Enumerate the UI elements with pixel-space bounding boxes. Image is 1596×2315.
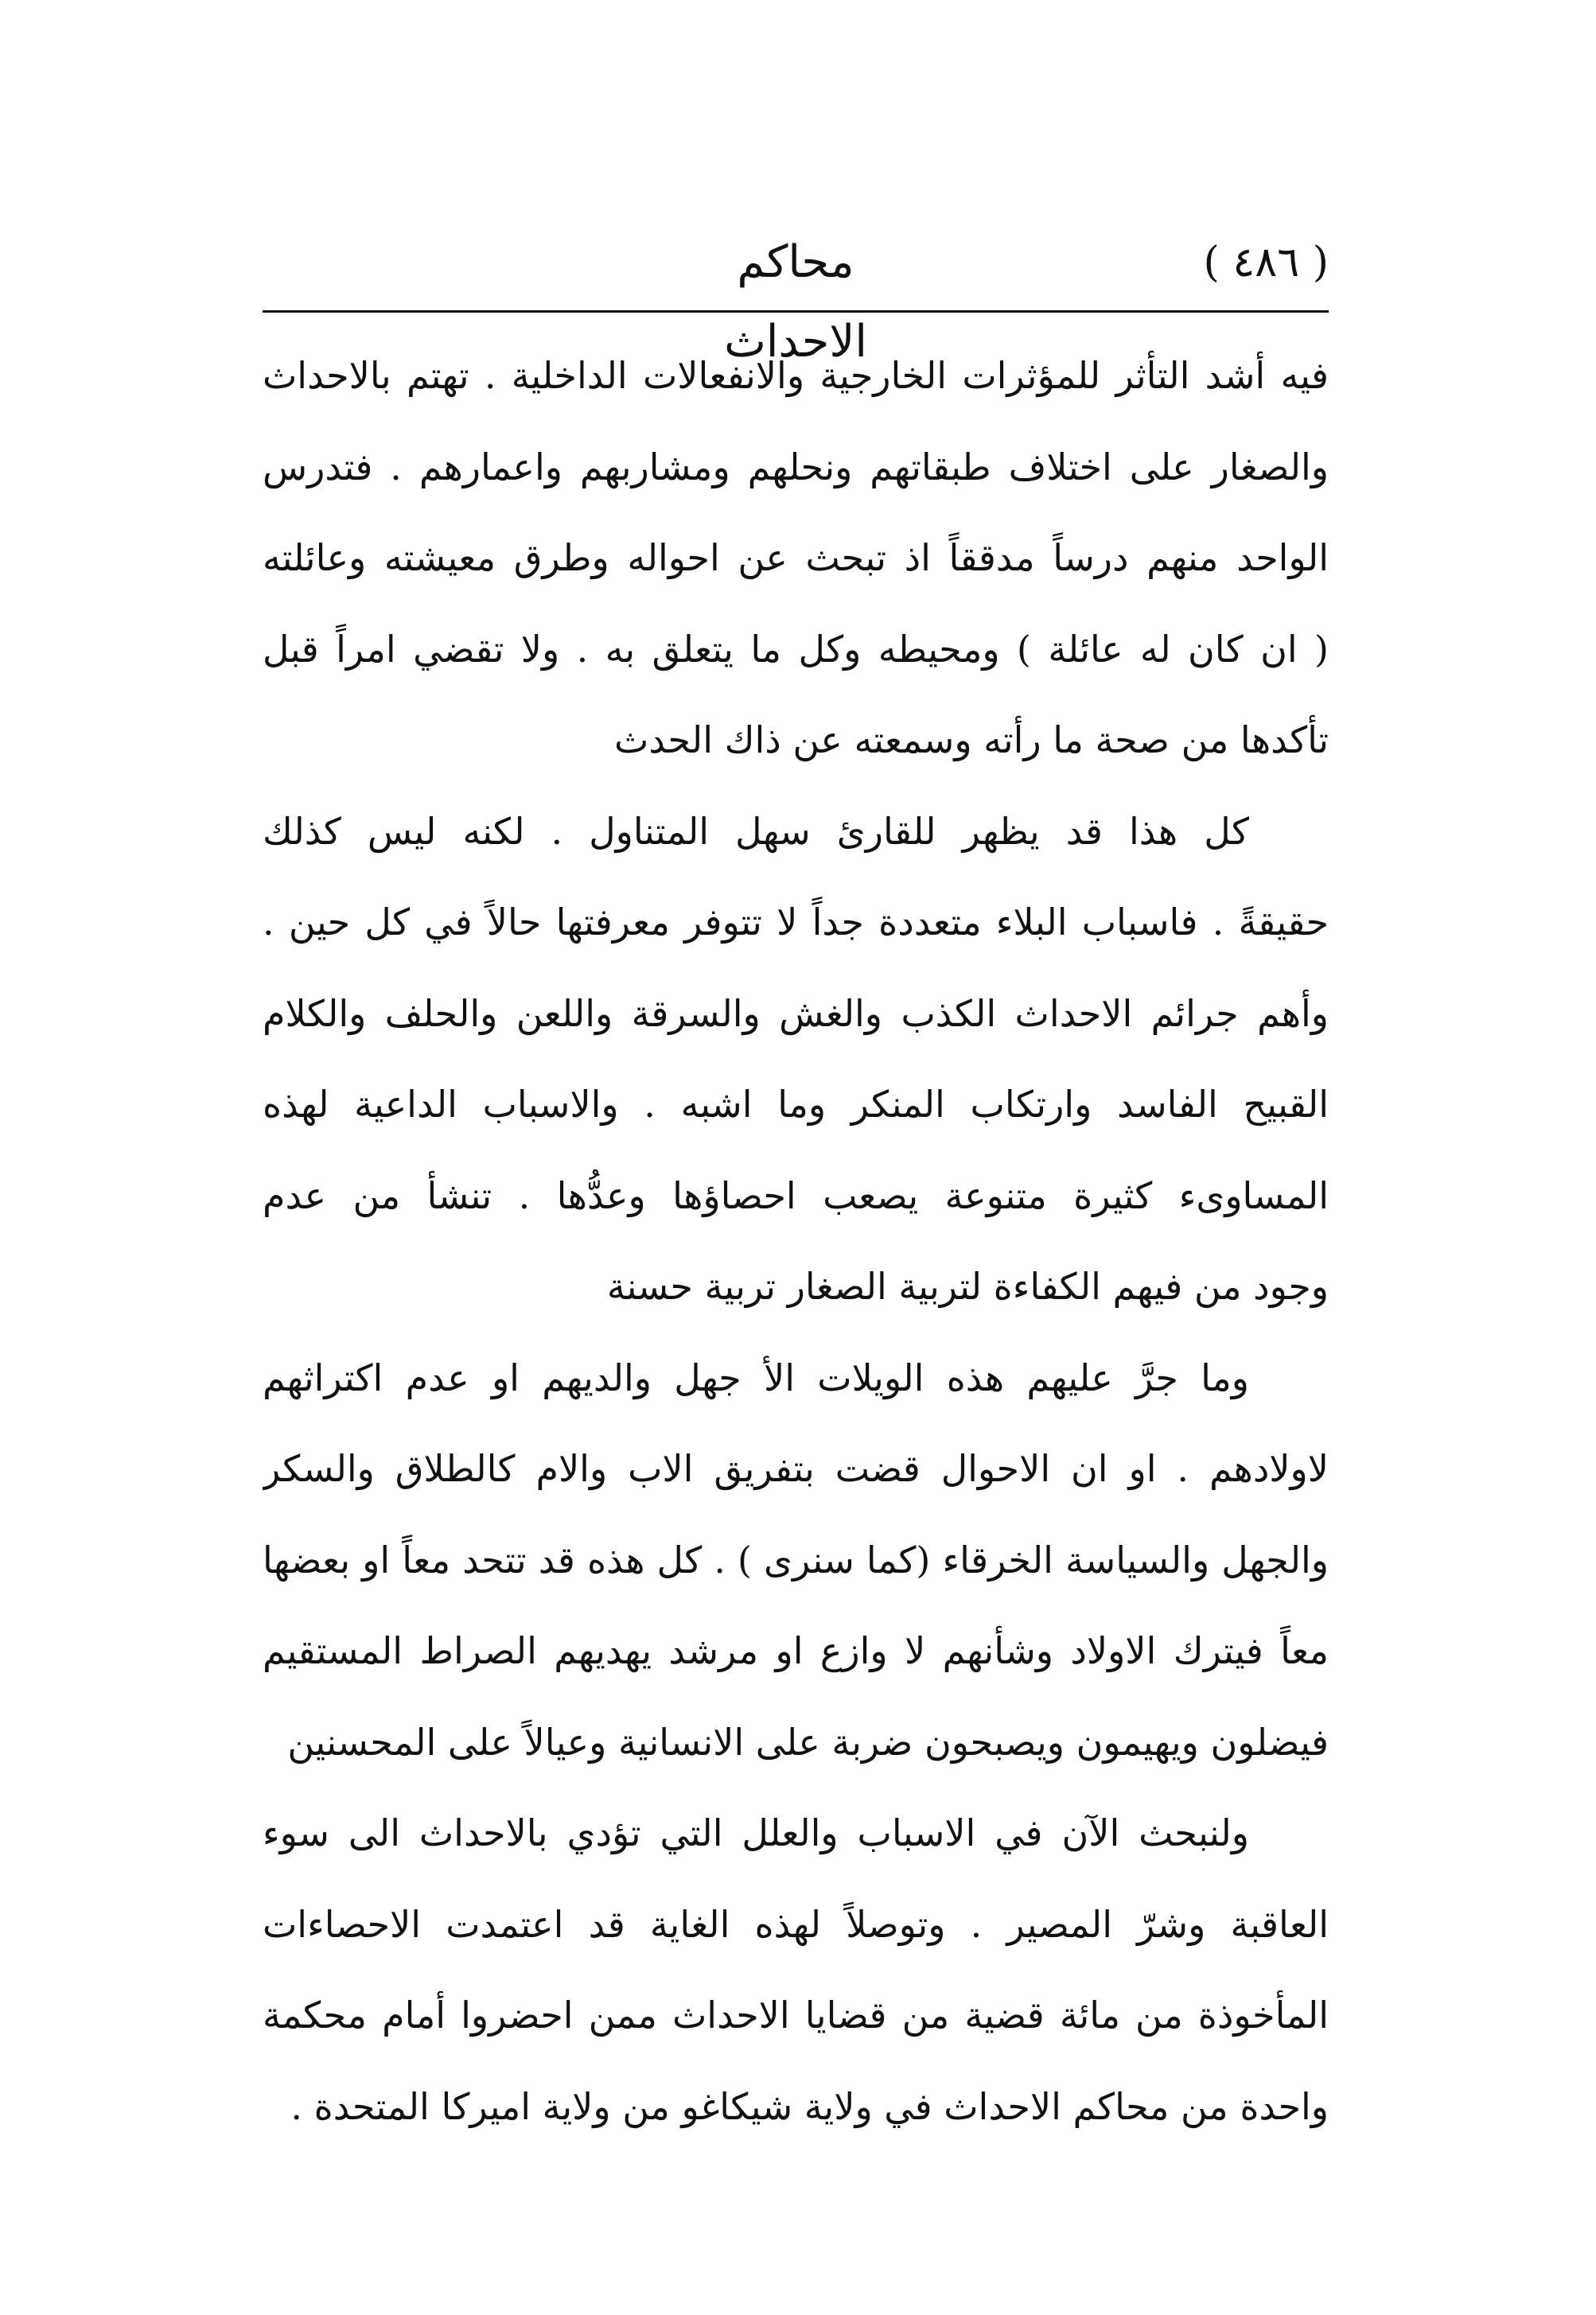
text-line: فيه أشد التأثر للمؤثرات الخارجية والانفعالات الداخلية . تهتم بالاحداث xyxy=(263,354,1329,397)
text-line: والجهل والسياسة الخرقاء (كما سنرى ) . كل هذه قد تتحد معاً او بعضها xyxy=(263,1538,1329,1582)
text-line: فيضلون ويهيمون ويصبحون ضربة على الانسانية وعيالاً على المحسنين xyxy=(287,1720,1329,1764)
paragraph-2 xyxy=(263,786,1329,1333)
text-line: والصغار على اختلاف طبقاتهم ونحلهم ومشاربهم واعمارهم . فتدرس xyxy=(263,445,1329,488)
page-number: ( ٤٨٦ ) xyxy=(1203,239,1329,286)
text-line: معاً فيترك الاولاد وشأنهم لا وازع او مرشد يهديهم الصراط المستقيم xyxy=(263,1629,1329,1672)
text-line: العاقبة وشرّ المصير . وتوصلاً لهذه الغاية قد اعتمدت الاحصاءات xyxy=(263,1902,1329,1946)
text-line: الواحد منهم درساً مدققاً اذ تبحث عن احواله وطرق معيشته وعائلته xyxy=(263,536,1329,579)
text-line: وجود من فيهم الكفاءة لتربية الصغار تربية حسنة xyxy=(606,1265,1329,1308)
text-line: ولنبحث الآن في الاسباب والعلل التي تؤدي بالاحداث الى سوء xyxy=(263,1811,1249,1854)
text-line: لاولادهم . او ان الاحوال قضت بتفريق الاب والام كالطلاق والسكر xyxy=(263,1447,1329,1490)
paragraph-4 xyxy=(263,1788,1329,2152)
header-rule xyxy=(263,310,1329,313)
text-line: ( ان كان له عائلة ) ومحيطه وكل ما يتعلق به . ولا تقضي امراً قبل xyxy=(263,627,1329,671)
text-line: واحدة من محاكم الاحداث في ولاية شيكاغو من ولاية اميركا المتحدة . xyxy=(290,2084,1329,2128)
text-line: كل هذا قد يظهر للقارئ سهل المتناول . لكنه ليس كذلك xyxy=(263,809,1249,853)
body-text xyxy=(263,330,1329,2152)
text-line: المأخوذة من مائة قضية من قضايا الاحداث ممن احضروا أمام محكمة xyxy=(263,1994,1329,2037)
text-line: تأكدها من صحة ما رأته وسمعته عن ذاك الحدث xyxy=(614,718,1329,761)
text-line: وما جرَّ عليهم هذه الويلات الأ جهل والديهم او عدم اكتراثهم xyxy=(263,1356,1249,1399)
paragraph-1 xyxy=(263,330,1329,786)
running-title: محاكم الاحداث xyxy=(724,236,867,368)
text-line: المساوىء كثيرة متنوعة يصعب احصاؤها وعدُّها . تنشأ من عدم xyxy=(263,1173,1329,1217)
paragraph-3 xyxy=(263,1333,1329,1788)
text-line: حقيقةً . فاسباب البلاء متعددة جداً لا تتوفر معرفتها حالاً في كل حين . xyxy=(263,901,1329,944)
text-line: القبيح الفاسد وارتكاب المنكر وما اشبه . والاسباب الداعية لهذه xyxy=(263,1083,1329,1126)
page-header xyxy=(263,223,1329,368)
text-line: وأهم جرائم الاحداث الكذب والغش والسرقة واللعن والحلف والكلام xyxy=(263,991,1329,1035)
